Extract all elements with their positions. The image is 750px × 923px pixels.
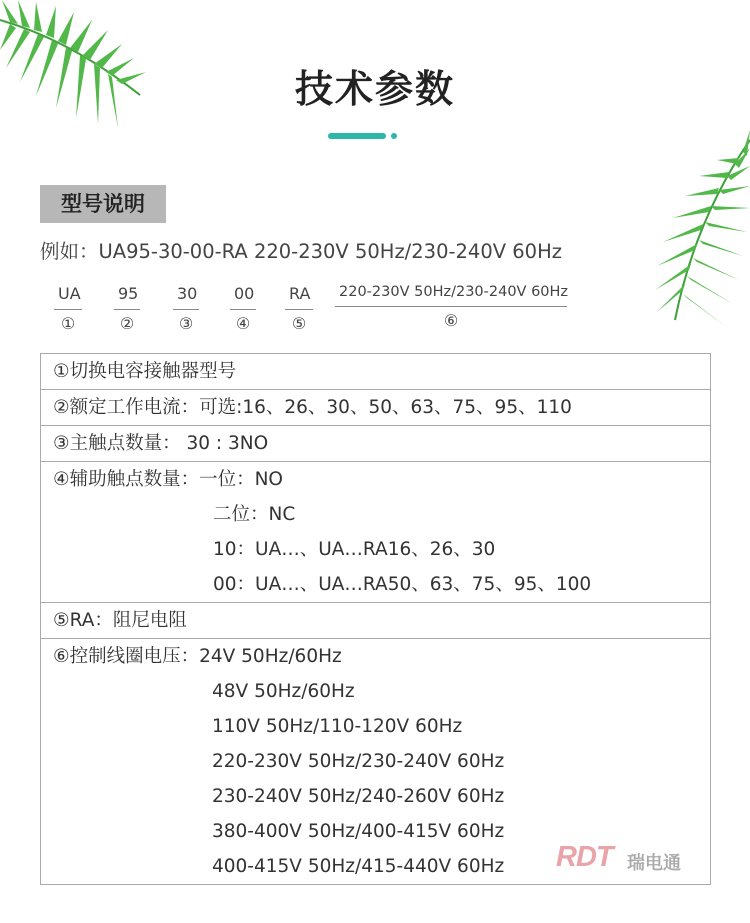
model-code-breakdown	[0, 282, 750, 342]
code-part-code: 220-230V 50Hz/230-240V 60Hz	[335, 282, 567, 307]
brand-logo-text: 瑞电通	[627, 853, 681, 874]
spec-table	[40, 353, 711, 885]
spec-line: 400-415V 50Hz/415-440V 60Hz	[212, 856, 505, 877]
spec-line: 10：UA…、UA…RA16、26、30	[213, 539, 496, 560]
brand-logo-mark: RDT	[556, 841, 613, 873]
code-part-number: ③	[178, 314, 194, 333]
page-title: 技术参数	[294, 67, 455, 111]
spec-line: 380-400V 50Hz/400-415V 60Hz	[212, 821, 505, 842]
code-part-code: UA	[54, 282, 82, 310]
code-part-number: ①	[60, 314, 76, 333]
code-part	[230, 282, 256, 333]
code-part-code: RA	[285, 282, 313, 310]
spec-row-aux-contacts	[41, 462, 710, 603]
code-part-number: ⑤	[291, 314, 307, 333]
code-part	[285, 282, 313, 333]
spec-line: ⑤RA：阻尼电阻	[53, 610, 187, 631]
title-divider	[328, 132, 400, 140]
model-example: 例如：UA95-30-00-RA 220-230V 50Hz/230-240V 60Hz	[40, 240, 562, 263]
code-part	[114, 282, 140, 333]
code-part-code: 00	[230, 282, 256, 310]
spec-row-damping-resistor	[41, 603, 710, 639]
spec-line: ③主触点数量： 30 : 3NO	[53, 433, 269, 454]
code-part-code: 95	[114, 282, 140, 310]
spec-line: ②额定工作电流：可选:16、26、30、50、63、75、95、110	[53, 397, 572, 418]
code-part	[335, 282, 567, 330]
spec-row-main-contacts	[41, 426, 710, 462]
spec-line: 220-230V 50Hz/230-240V 60Hz	[212, 751, 505, 772]
code-part-code: 30	[173, 282, 199, 310]
spec-line: 二位：NC	[213, 504, 296, 525]
spec-line: 230-240V 50Hz/240-260V 60Hz	[212, 786, 505, 807]
brand-logo	[556, 841, 688, 875]
spec-line: ⑥控制线圈电压：24V 50Hz/60Hz	[53, 646, 342, 667]
code-part	[173, 282, 199, 333]
spec-line: ④辅助触点数量：一位：NO	[53, 469, 283, 490]
spec-line: 110V 50Hz/110-120V 60Hz	[212, 716, 463, 737]
spec-line: ①切换电容接触器型号	[53, 361, 237, 382]
spec-row-current	[41, 390, 710, 426]
spec-row-model	[41, 354, 710, 390]
spec-line: 48V 50Hz/60Hz	[212, 681, 355, 702]
spec-line: 00：UA…、UA…RA50、63、75、95、100	[213, 574, 592, 595]
code-part-number: ⑥	[443, 311, 459, 330]
code-part	[54, 282, 82, 333]
code-part-number: ②	[119, 314, 135, 333]
code-part-number: ④	[235, 314, 251, 333]
section-label: 型号说明	[40, 185, 166, 223]
